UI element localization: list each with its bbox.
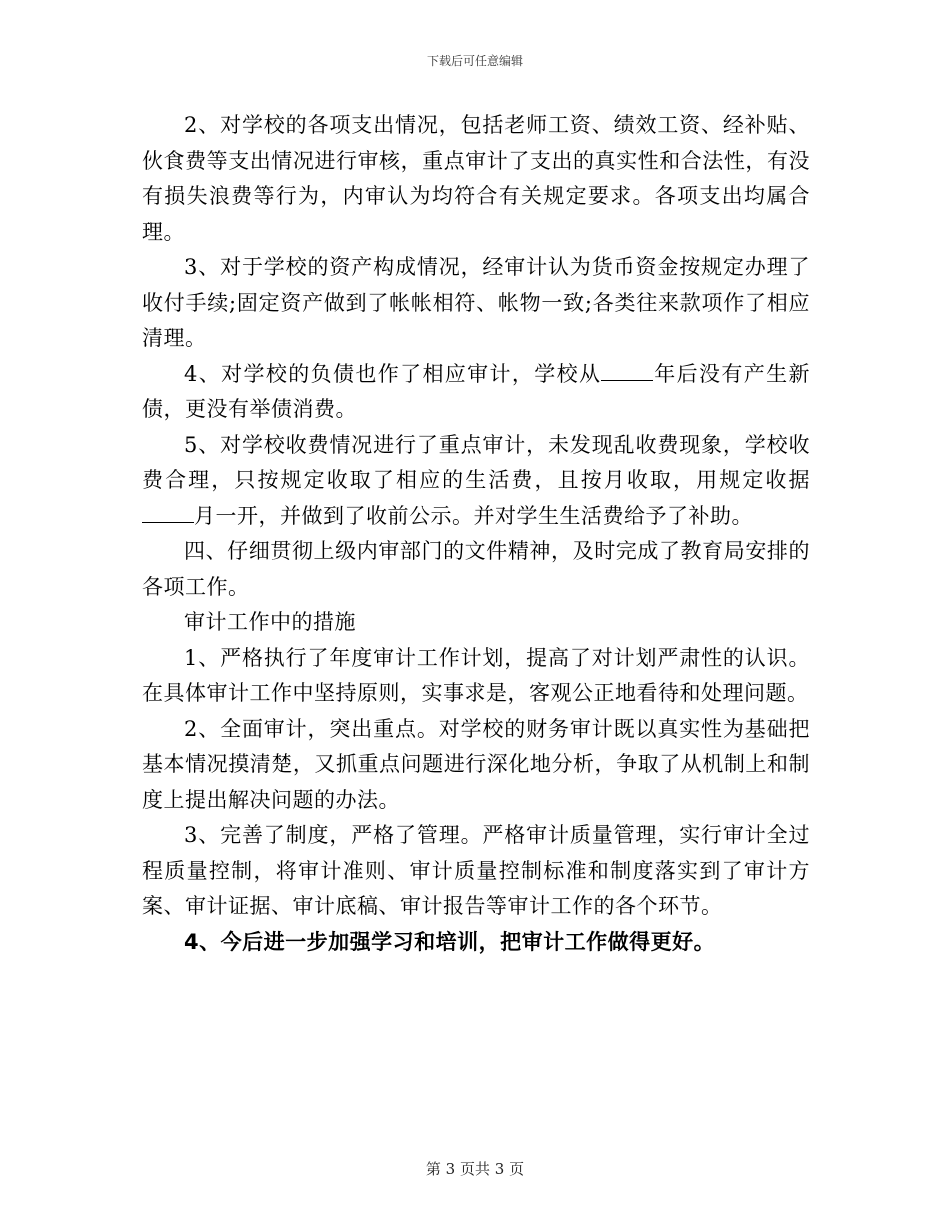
paragraph-expenditure-audit: 2、对学校的各项支出情况，包括老师工资、绩效工资、经补贴、伙食费等支出情况进行审核，重点审计了支出的真实性和合法性，有没有损失浪费等行为，内审认为均符合有关规定要求。各项支出均属合理。 (142, 113, 810, 244)
paragraph-fee-audit-text-before: 5、对学校收费情况进行了重点审计，未发现乱收费现象，学校收费合理，只按规定收取了相应的生活费，且按月收取，用规定收据 (142, 432, 810, 492)
paragraph-section-four: 四、仔细贯彻上级内审部门的文件精神，及时完成了教育局安排的各项工作。 (142, 539, 810, 599)
blank-month-field (142, 501, 194, 523)
paragraph-measure-four: 4、今后进一步加强学习和培训，把审计工作做得更好。 (184, 929, 716, 954)
header-note: 下载后可任意编辑 (426, 54, 523, 68)
paragraph-debt-audit-text-after: 年后没有产生新债，更没有举债消费。 (142, 361, 811, 421)
section-heading-measures: 审计工作中的措施 (184, 610, 356, 634)
paragraph-measure-one: 1、严格执行了年度审计工作计划，提高了对计划严肃性的认识。在具体审计工作中坚持原则，实事求是，客观公正地看待和处理问题。 (142, 645, 810, 705)
paragraph-debt-audit-text-before: 4、对学校的负债也作了相应审计，学校从 (184, 361, 602, 386)
paragraph-debt-audit (142, 357, 810, 428)
paragraph-fee-audit (142, 428, 810, 535)
paragraph-measure-three: 3、完善了制度，严格了管理。严格审计质量管理，实行审计全过程质量控制，将审计准则、审计质量控制标准和制度落实到了审计方案、审计证据、审计底稿、审计报告等审计工作的各个环节。 (142, 823, 810, 918)
paragraph-fee-audit-text-after: 月一开，并做到了收前公示。并对学生生活费给予了补助。 (194, 503, 753, 528)
page-number: 第 3 页共 3 页 (425, 1160, 525, 1178)
document-body (142, 108, 810, 960)
paragraph-asset-audit: 3、对于学校的资产构成情况，经审计认为货币资金按规定办理了收付手续;固定资产做到了帐帐相符、帐物一致;各类往来款项作了相应清理。 (142, 255, 810, 350)
paragraph-measure-two: 2、全面审计，突出重点。对学校的财务审计既以真实性为基础把基本情况摸清楚，又抓重点问题进行深化地分析，争取了从机制上和制度上提出解决问题的办法。 (142, 716, 810, 812)
blank-year-field (601, 359, 653, 381)
